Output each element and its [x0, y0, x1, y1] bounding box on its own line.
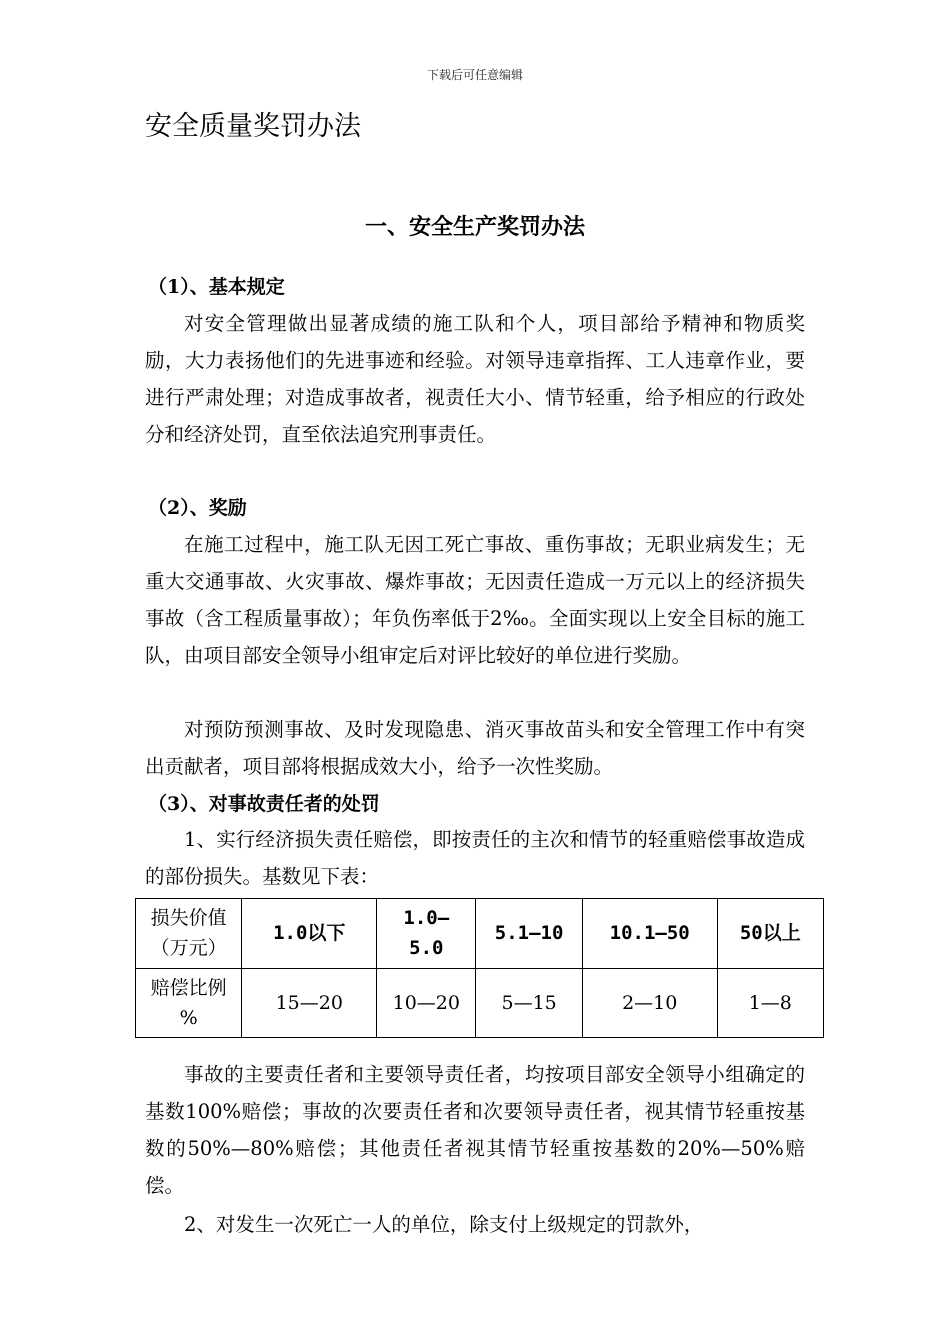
table-row [136, 899, 824, 969]
subsection-basic-rules: （1）、基本规定 [148, 276, 285, 298]
document-title: 安全质量奖罚办法 [145, 111, 361, 142]
ratio-cell: 10—20 [377, 968, 476, 1038]
page-header: 下载后可任意编辑 [426, 68, 523, 82]
ratio-label-line2: % [179, 1006, 198, 1029]
ratio-label-line1: 赔偿比例 [150, 976, 227, 999]
loss-value-label-line2: （万元） [150, 937, 227, 960]
loss-value-label-line1: 损失价值 [150, 907, 227, 930]
loss-cell: 10.1—50 [582, 899, 717, 969]
table-row [136, 968, 824, 1038]
loss-cell: 1.0以下 [242, 899, 377, 969]
subsection-penalties: （3）、对事故责任者的处罚 [148, 793, 380, 815]
paragraph-rewards: 在施工过程中，施工队无因工死亡事故、重伤事故；无职业病发生；无重大交通事故、火灾事故、爆炸事故；无因责任造成一万元以上的经济损失事故（含工程质量事故）；年负伤率低于2‰。全面实现以上安全目标的施工队，由项目部安全领导小组审定后对评比较好的单位进行奖励。 [145, 533, 805, 667]
paragraph-death-penalty: 2、对发生一次死亡一人的单位，除支付上级规定的罚款外， [184, 1213, 704, 1236]
paragraph-rewards-extra: 对预防预测事故、及时发现隐患、消灭事故苗头和安全管理工作中有突出贡献者，项目部将根据成效大小，给予一次性奖励。 [145, 718, 805, 778]
subsection-rewards: （2）、奖励 [148, 497, 247, 519]
loss-cell-line2: 5.0 [409, 937, 444, 960]
ratio-cell: 15—20 [242, 968, 377, 1038]
paragraph-compensation: 1、实行经济损失责任赔偿，即按责任的主次和情节的轻重赔偿事故造成的部份损失。基数见下表： [145, 828, 805, 888]
loss-cell: 5.1—10 [476, 899, 582, 969]
loss-value-label [136, 899, 242, 969]
paragraph-basic-rules: 对安全管理做出显著成绩的施工队和个人，项目部给予精神和物质奖励，大力表扬他们的先进事迹和经验。对领导违章指挥、工人违章作业，要进行严肃处理；对造成事故者，视责任大小、情节轻重，给予相应的行政处分和经济处罚，直至依法追究刑事责任。 [145, 312, 805, 446]
ratio-cell: 1—8 [717, 968, 823, 1038]
ratio-cell: 5—15 [476, 968, 582, 1038]
paragraph-responsibility: 事故的主要责任者和主要领导责任者，均按项目部安全领导小组确定的基数100%赔偿；事故的次要责任者和次要领导责任者，视其情节轻重按基数的50%—80%赔偿；其他责任者视其情节轻重按基数的20%—50%赔偿。 [145, 1063, 805, 1197]
compensation-ratio-label [136, 968, 242, 1038]
loss-cell: 50以上 [717, 899, 823, 969]
section-title: 一、安全生产奖罚办法 [364, 214, 585, 240]
compensation-table [135, 898, 824, 1038]
loss-cell [377, 899, 476, 969]
ratio-cell: 2—10 [582, 968, 717, 1038]
loss-cell-line1: 1.0— [403, 907, 450, 930]
